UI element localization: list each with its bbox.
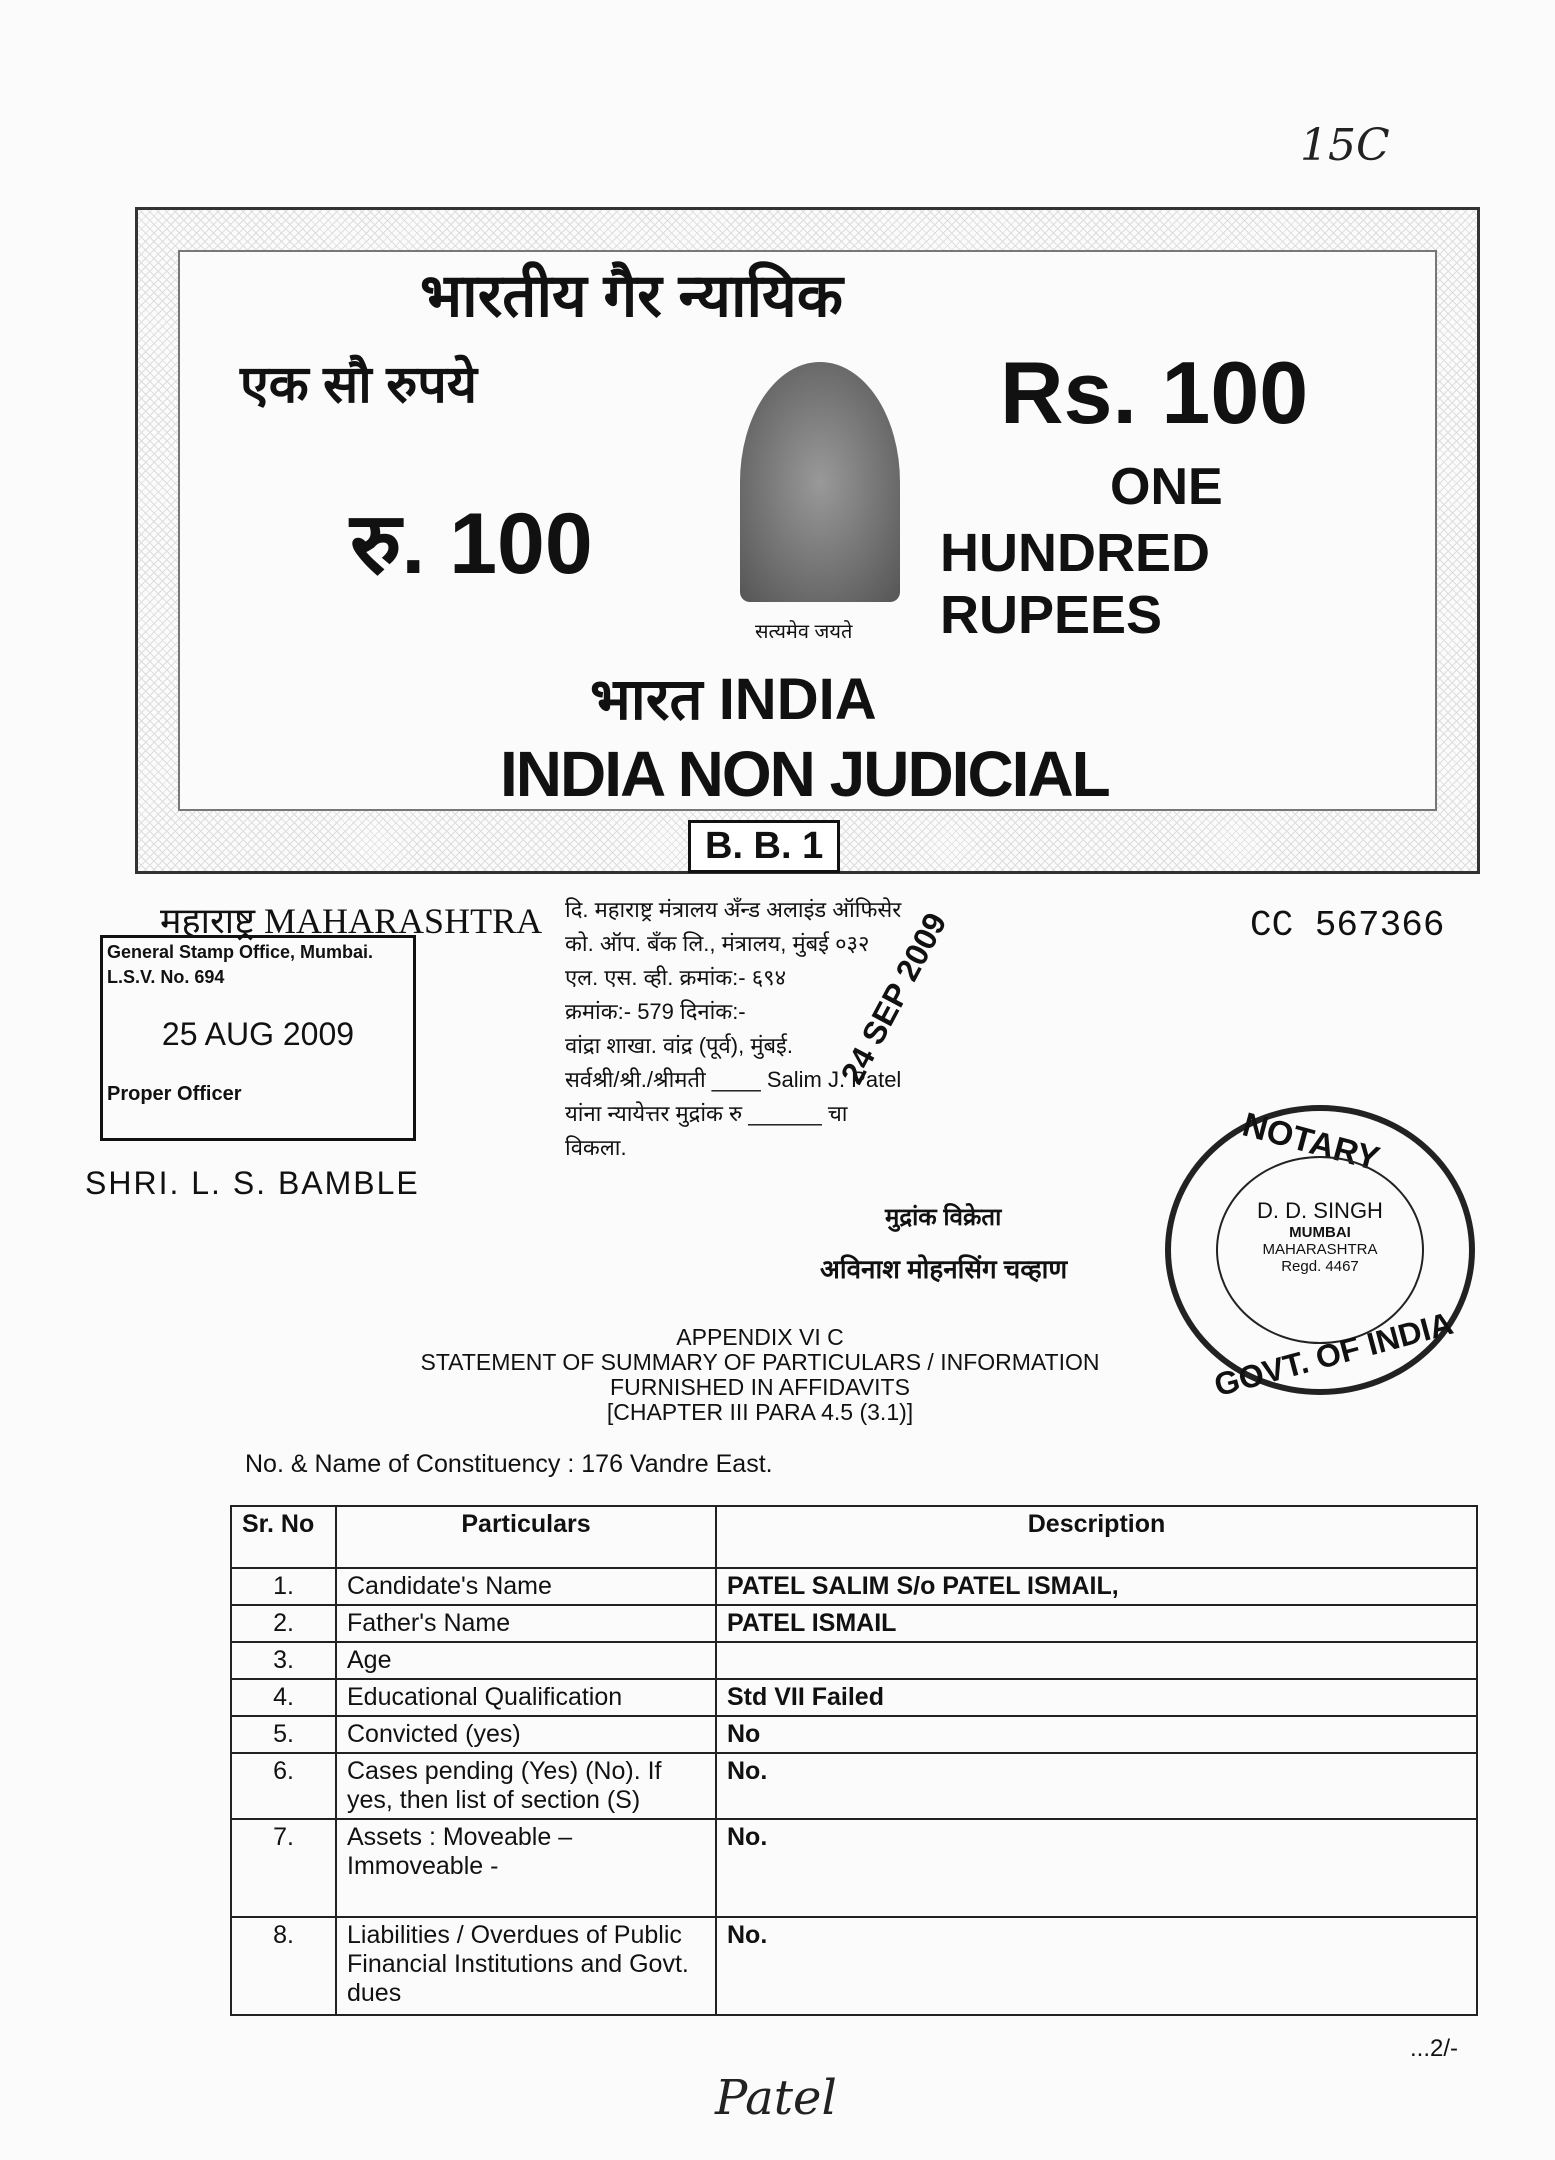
row-desc: No. xyxy=(716,1753,1477,1819)
vendor-line: यांना न्यायेत्तर मुद्रांक रु ______ चा xyxy=(565,1101,848,1126)
table-row xyxy=(231,1716,1477,1753)
signature: Patel xyxy=(715,2070,837,2126)
vendor-line: एल. एस. व्ही. क्रमांक:- ६९४ xyxy=(565,965,787,990)
row-no: 1. xyxy=(231,1568,336,1605)
row-desc: PATEL SALIM S/o PATEL ISMAIL, xyxy=(716,1568,1477,1605)
vendor-line: को. ऑप. बँक लि., मंत्रालय, मुंबई ०३२ xyxy=(565,931,870,956)
row-no: 4. xyxy=(231,1679,336,1716)
office-stamp xyxy=(100,935,416,1141)
document-heading xyxy=(300,1325,1220,1425)
row-no: 6. xyxy=(231,1753,336,1819)
notary-regd: Regd. 4467 xyxy=(1281,1258,1359,1275)
stamp-hindi-title: भारतीय गैर न्यायिक xyxy=(420,262,843,329)
state-label: महाराष्ट्र MAHARASHTRA xyxy=(160,901,543,941)
table-row xyxy=(231,1753,1477,1819)
serial-number: CC 567366 xyxy=(1250,905,1445,946)
row-particular: Cases pending (Yes) (No). If yes, then list of section (S) xyxy=(336,1753,716,1819)
stamp-motto: सत्यमेव जयते xyxy=(755,621,853,643)
particulars-table xyxy=(230,1505,1478,2016)
row-no: 3. xyxy=(231,1642,336,1679)
row-no: 5. xyxy=(231,1716,336,1753)
vendor-date-stamp: 24 SEP 2009 xyxy=(833,906,954,1090)
notary-inner xyxy=(1216,1156,1424,1344)
vendor-line: क्रमांक:- 579 दिनांक:- xyxy=(565,999,746,1024)
row-desc: No xyxy=(716,1716,1477,1753)
notary-city: MUMBAI xyxy=(1289,1224,1351,1241)
office-stamp-line2: L.S.V. No. 694 xyxy=(107,967,225,987)
office-stamp-date: 25 AUG 2009 xyxy=(161,1016,355,1052)
stamp-rs-amount: Rs. 100 xyxy=(1000,343,1309,442)
stamp-english-amount: HUNDRED RUPEES xyxy=(940,523,1210,645)
stamp-series: B. B. 1 xyxy=(688,820,840,873)
stamp-english-one: ONE xyxy=(1110,458,1223,516)
table-row xyxy=(231,1642,1477,1679)
row-desc: No. xyxy=(716,1819,1477,1917)
stamp-paper-inner xyxy=(178,250,1437,811)
vendor-line: सर्वश्री/श्री./श्रीमती ____ Salim J. Patel xyxy=(565,1067,902,1092)
row-no: 7. xyxy=(231,1819,336,1917)
stamp-rupee-amount: रु. 100 xyxy=(350,496,593,592)
row-desc xyxy=(716,1642,1477,1679)
constituency: No. & Name of Constituency : 176 Vandre East. xyxy=(245,1450,773,1478)
row-desc: Std VII Failed xyxy=(716,1679,1477,1716)
officer-name: SHRI. L. S. BAMBLE xyxy=(85,1165,420,1201)
vendor-line: वांद्रा शाखा. वांद्र (पूर्व), मुंबई. xyxy=(565,1033,793,1058)
table-row xyxy=(231,1679,1477,1716)
stamp-type: INDIA NON JUDICIAL xyxy=(500,738,1109,810)
row-particular: Father's Name xyxy=(336,1605,716,1642)
vendor-seller-title: मुद्रांक विक्रेता xyxy=(885,1204,1002,1231)
office-stamp-line1: General Stamp Office, Mumbai. xyxy=(107,942,374,962)
heading-chapter: [CHAPTER III PARA 4.5 (3.1)] xyxy=(606,1399,914,1425)
page-mark: 15C xyxy=(1300,120,1390,171)
row-particular: Candidate's Name xyxy=(336,1568,716,1605)
ashoka-emblem-icon xyxy=(740,362,900,602)
notary-name: D. D. SINGH xyxy=(1257,1198,1383,1223)
table-row xyxy=(231,1819,1477,1917)
stamp-country: भारत INDIA xyxy=(590,667,877,732)
heading-statement: STATEMENT OF SUMMARY OF PARTICULARS / INFORMATION xyxy=(420,1349,1100,1375)
header-description: Description xyxy=(716,1506,1477,1568)
vendor-line: विकला. xyxy=(565,1135,627,1160)
row-particular: Assets : Moveable – Immoveable - xyxy=(336,1819,716,1917)
heading-appendix: APPENDIX VI C xyxy=(676,1324,844,1350)
notary-state: MAHARASHTRA xyxy=(1262,1241,1378,1258)
row-desc: No. xyxy=(716,1917,1477,2015)
notary-bottom: GOVT. OF INDIA xyxy=(1210,1304,1457,1404)
table-row xyxy=(231,1568,1477,1605)
table-header xyxy=(231,1506,1477,1568)
stamp-paper xyxy=(135,207,1480,874)
header-particulars: Particulars xyxy=(336,1506,716,1568)
continued-marker: ...2/- xyxy=(1410,2035,1459,2062)
row-no: 2. xyxy=(231,1605,336,1642)
row-particular: Liabilities / Overdues of Public Financial Institutions and Govt. dues xyxy=(336,1917,716,2015)
header-sr-no: Sr. No xyxy=(231,1506,336,1568)
row-particular: Educational Qualification xyxy=(336,1679,716,1716)
table-row xyxy=(231,1605,1477,1642)
row-particular: Convicted (yes) xyxy=(336,1716,716,1753)
vendor-line: दि. महाराष्ट्र मंत्रालय अँन्ड अलाइंड ऑफिसेर xyxy=(565,897,902,922)
notary-top: NOTARY xyxy=(1238,1105,1384,1179)
office-stamp-signatory: Proper Officer xyxy=(107,1083,242,1105)
row-particular: Age xyxy=(336,1642,716,1679)
stamp-hindi-amount: एक सौ रुपये xyxy=(240,356,477,414)
vendor-seller-name: अविनाश मोहनसिंग चव्हाण xyxy=(820,1254,1068,1284)
row-no: 8. xyxy=(231,1917,336,2015)
heading-furnished: FURNISHED IN AFFIDAVITS xyxy=(610,1374,910,1400)
vendor-endorsement xyxy=(565,893,901,1165)
table-row xyxy=(231,1917,1477,2015)
row-desc: PATEL ISMAIL xyxy=(716,1605,1477,1642)
